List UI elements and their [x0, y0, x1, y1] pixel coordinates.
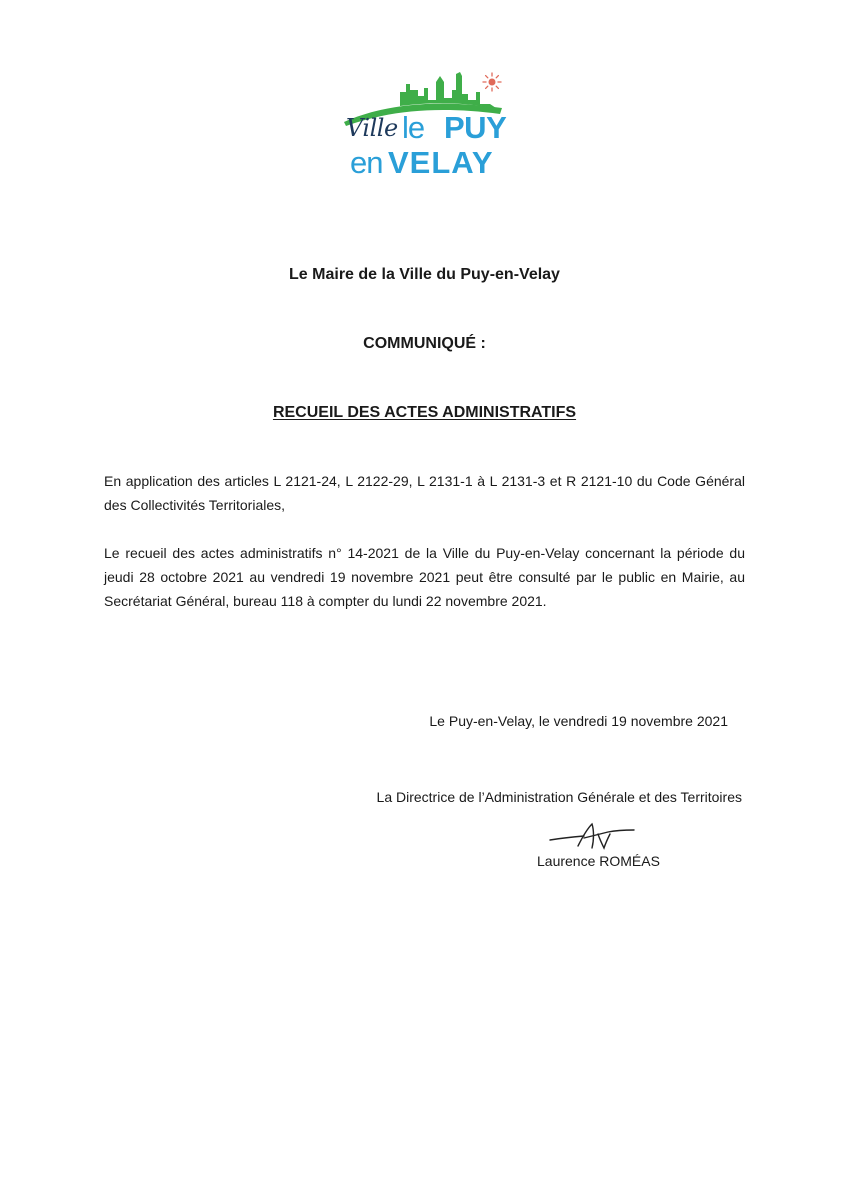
- legal-basis-paragraph: En application des articles L 2121-24, L 2122-29, L 2131-1 à L 2131-3 et R 2121-10 du Code Général des Collectivités Territoriales,: [104, 473, 745, 513]
- city-logo: [340, 70, 510, 182]
- issuer-heading: Le Maire de la Ville du Puy-en-Velay: [289, 266, 560, 283]
- logo-word-ville: Ville: [346, 114, 398, 142]
- logo-word-puy: PUY: [444, 110, 507, 145]
- logo-word-le: le: [402, 110, 425, 145]
- place-date-line: Le Puy-en-Velay, le vendredi 19 novembre 2021: [429, 713, 728, 729]
- logo-wordmark: [340, 70, 510, 182]
- announcement-paragraph: Le recueil des actes administratifs n° 14-2021 de la Ville du Puy-en-Velay concernant la période du jeudi 28 octobre 2021 au vendredi 19 novembre 2021 peut être consulté par le public en Mairie, au Secrétariat Général, bureau 118 à compter du lundi 22 novembre 2021.: [104, 545, 745, 609]
- signer-title: La Directrice de l’Administration Générale et des Territoires: [376, 789, 742, 805]
- logo-word-velay: VELAY: [388, 145, 494, 180]
- handwritten-signature: [548, 820, 638, 854]
- logo-word-en: en: [350, 145, 383, 180]
- subject-heading: RECUEIL DES ACTES ADMINISTRATIFS: [272, 404, 577, 421]
- communique-heading: COMMUNIQUÉ :: [363, 335, 486, 352]
- signer-name: Laurence ROMÉAS: [537, 853, 660, 869]
